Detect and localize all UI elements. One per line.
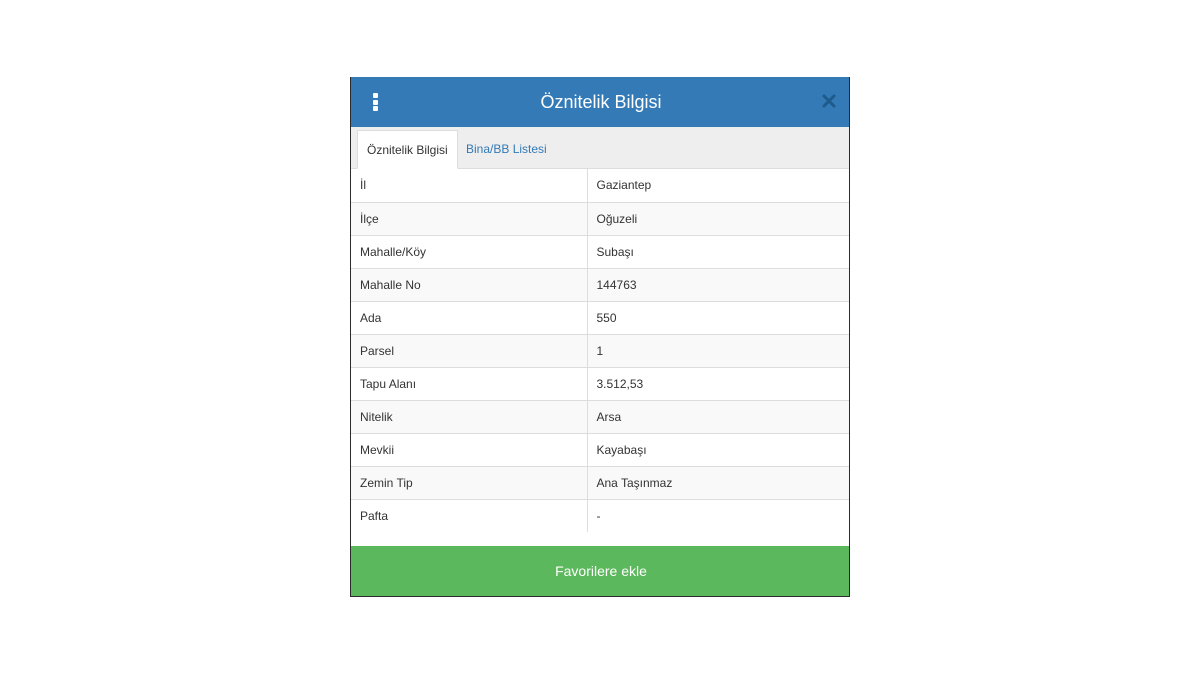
attribute-value: Kayabaşı (587, 433, 850, 466)
attribute-key: Pafta (351, 499, 587, 532)
attribute-key: İl (351, 169, 587, 202)
table-row (351, 268, 850, 301)
attribute-value: Gaziantep (596, 178, 652, 193)
table-row (351, 433, 850, 466)
attribute-value: Subaşı (587, 235, 850, 268)
tab-oznitelik-bilgisi[interactable]: Öznitelik Bilgisi (357, 130, 458, 169)
table-row (351, 334, 850, 367)
attribute-dialog (350, 77, 850, 597)
attribute-value: - (587, 499, 850, 532)
attribute-key: Ada (351, 301, 587, 334)
attribute-key: Mahalle No (351, 268, 587, 301)
table-row (351, 301, 850, 334)
dialog-header (351, 77, 850, 127)
dialog-title: Öznitelik Bilgisi (540, 92, 662, 112)
tab-bar (351, 127, 850, 169)
attribute-key: Mevkii (351, 433, 587, 466)
table-row (351, 400, 850, 433)
attribute-value: 550 (587, 301, 850, 334)
tab-bina-bb-listesi[interactable]: Bina/BB Listesi (466, 142, 547, 156)
table-row (351, 202, 850, 235)
attribute-table (351, 169, 850, 532)
attribute-value: Oğuzeli (587, 202, 850, 235)
attribute-value: Ana Taşınmaz (587, 466, 850, 499)
attribute-key: Parsel (351, 334, 587, 367)
close-icon[interactable] (821, 93, 837, 109)
attribute-value: 1 (587, 334, 850, 367)
table-row (351, 235, 850, 268)
attribute-value: Arsa (587, 400, 850, 433)
attribute-key: Nitelik (351, 400, 587, 433)
table-row (351, 169, 850, 202)
attribute-value: 3.512,53 (587, 367, 850, 400)
add-to-favorites-button[interactable]: Favorilere ekle (351, 546, 850, 597)
attribute-value: 144763 (587, 268, 850, 301)
table-row (351, 367, 850, 400)
attribute-key: Tapu Alanı (351, 367, 587, 400)
attribute-key: Zemin Tip (351, 466, 587, 499)
attribute-key: İlçe (351, 202, 587, 235)
table-row (351, 466, 850, 499)
attribute-key: Mahalle/Köy (351, 235, 587, 268)
table-row (351, 499, 850, 532)
